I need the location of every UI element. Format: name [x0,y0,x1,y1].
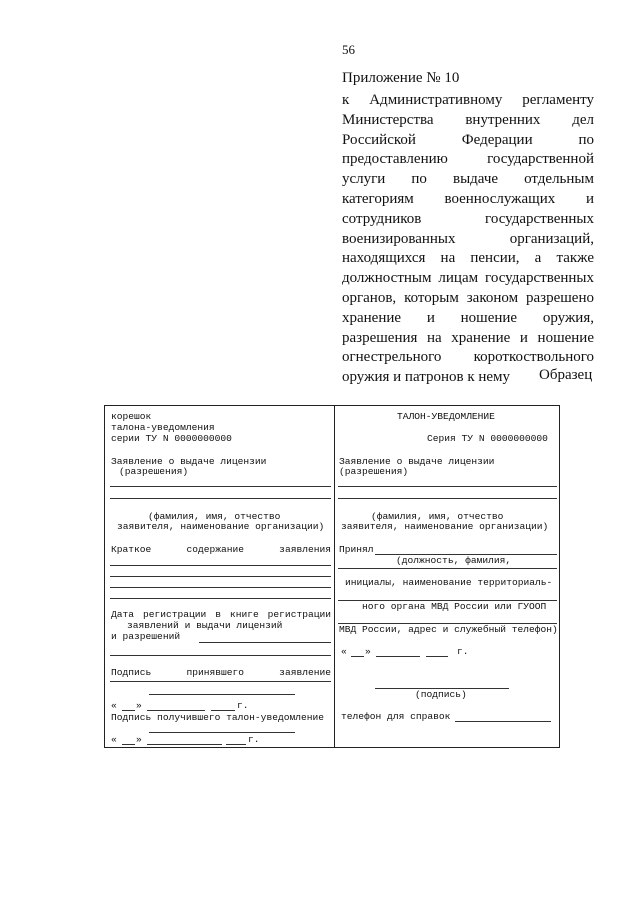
notification-accepted-line[interactable] [338,568,557,569]
appendix-title: Приложение № 10 [342,70,460,86]
stub-date2-month-line[interactable] [147,744,222,745]
notification-date-day-line[interactable] [351,656,364,657]
notification-application-line[interactable] [338,486,557,487]
notification-date-open: « [341,646,347,657]
appendix-line: хранение и ношение оружия, [342,309,594,326]
appendix-line: должностным лицам государственных [342,270,594,287]
appendix-line: разрешения на хранение и ношение [342,329,594,346]
notification-phone-label: телефон для справок [341,711,451,722]
appendix-line: Российской Федерации по [342,131,594,148]
notification-accepted-label: Принял [339,544,374,555]
notification-date-year: г. [457,646,469,657]
stub-date2-open: « [111,734,117,745]
appendix-line: находящихся на пенсии, а также [342,250,594,267]
appendix-line: услуги по выдаче отдельным [342,171,594,188]
form-divider [334,406,335,747]
appendix-line: огнестрельного короткоствольного [342,349,594,366]
stub-signature-received-label: Подпись принявшего заявление [111,667,331,678]
appendix-line: сотрудников государственных [342,210,594,227]
notification-form [104,405,560,748]
stub-series: серии ТУ N 0000000000 [111,433,232,444]
notification-title: ТАЛОН-УВЕДОМЛЕНИЕ [397,411,495,422]
appendix-line: к Административному регламенту [342,92,594,108]
notification-application-line[interactable] [338,498,557,499]
stub-date2-year: г. [248,734,260,745]
notification-accepted-caption: (должность, фамилия, [396,555,512,566]
notification-date-close: » [365,646,371,657]
notification-date-year-line[interactable] [426,656,448,657]
stub-date1-month-line[interactable] [147,710,205,711]
stub-signature-notification-label: Подпись получившего талон-уведомление [111,712,325,723]
stub-registration-line2: заявлений и выдачи лицензий [127,620,283,631]
stub-application-line1: Заявление о выдаче лицензии [111,456,267,467]
stub-date2-close: » [136,734,142,745]
stub-signature-received-line[interactable] [149,694,295,695]
stub-date1-day-line[interactable] [122,710,135,711]
notification-applicant-caption2: заявителя, наименование организации) [341,521,549,532]
sample-label: Образец [539,367,593,383]
stub-applicant-caption1: (фамилия, имя, отчество [148,511,281,522]
stub-applicant-caption2: заявителя, наименование организации) [117,521,325,532]
stub-registration-date-line[interactable] [199,642,331,643]
stub-summary-label: Краткое содержание заявления [111,544,331,555]
appendix-line: Министерства внутренних дел [342,111,594,128]
stub-title: корешок [111,411,152,422]
notification-organ-caption: ного органа МВД России или ГУООП [362,601,547,612]
notification-series: Серия ТУ N 0000000000 [427,433,548,444]
stub-date2-day-line[interactable] [122,744,135,745]
appendix-line: военизированных организаций, [342,230,594,247]
appendix-description [342,91,594,388]
stub-date1-open: « [111,700,117,711]
appendix-line: органов, которым законом разрешено [342,289,594,306]
notification-phone-line[interactable] [455,721,551,722]
stub-registration-line3: и разрешений [111,631,181,642]
stub-registration-line[interactable] [110,655,331,656]
stub-application-line[interactable] [110,498,331,499]
stub-application-line[interactable] [110,486,331,487]
notification-application-line2: (разрешения) [339,466,409,477]
stub-registration-line1: Дата регистрации в книге регистрации [111,609,331,620]
stub-summary-line[interactable] [110,587,331,588]
stub-date1-year: г. [237,700,249,711]
stub-summary-line[interactable] [110,565,331,566]
stub-subtitle: талона-уведомления [111,422,215,433]
notification-mvd-caption: МВД России, адрес и служебный телефон) [339,624,558,635]
stub-application-line2: (разрешения) [119,466,189,477]
stub-signature-notification-line[interactable] [149,732,295,733]
notification-date-month-line[interactable] [376,656,420,657]
appendix-line: предоставлению государственной [342,151,594,168]
stub-date2-year-line[interactable] [226,744,246,745]
stub-date1-year-line[interactable] [211,710,235,711]
stub-summary-line[interactable] [110,576,331,577]
notification-initials-line: инициалы, наименование территориаль- [345,577,553,588]
appendix-line: оружия и патронов к нему [342,369,511,386]
stub-signature-line[interactable] [110,681,331,682]
appendix-line: категориям военнослужащих и [342,190,594,207]
stub-summary-line[interactable] [110,598,331,599]
notification-application-line1: Заявление о выдаче лицензии [339,456,495,467]
notification-signature-caption: (подпись) [415,689,467,700]
page-number: 56 [342,42,355,57]
stub-date1-close: » [136,700,142,711]
notification-applicant-caption1: (фамилия, имя, отчество [371,511,504,522]
